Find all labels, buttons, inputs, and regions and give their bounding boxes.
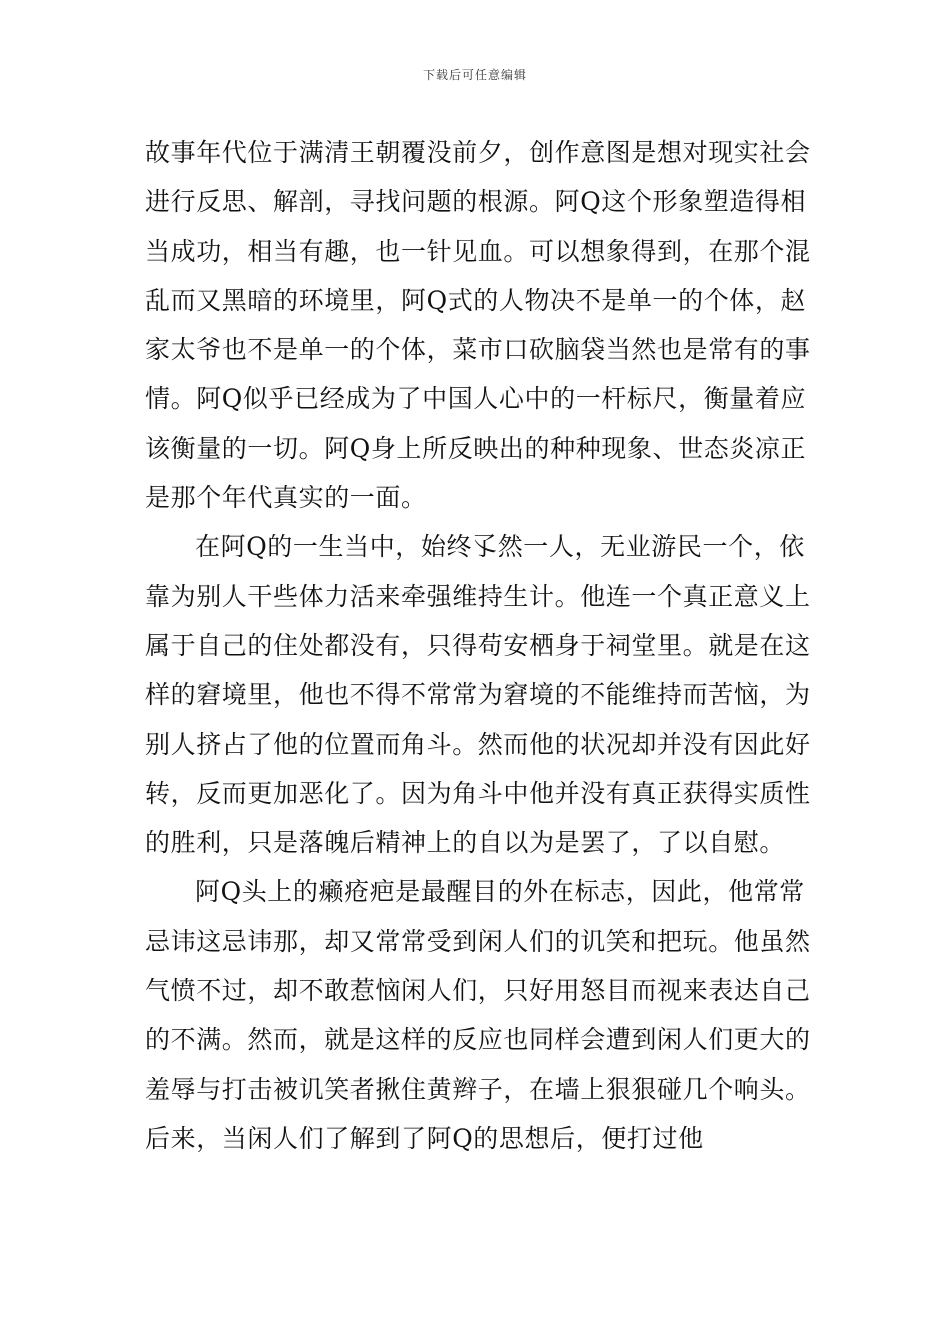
document-body [145, 128, 817, 1163]
page-header: 下载后可任意编辑 [422, 68, 527, 82]
paragraph-3: 阿Q头上的癞疮疤是最醒目的外在标志，因此，他常常忌讳这忌讳那，却又常常受到闲人们的讥笑和把玩。他虽然气愤不过，却不敢惹恼闲人们，只好用怒目而视来表达自己的不满。然而，就是这样的反应也同样会遭到闲人们更大的羞辱与打击被讥笑者揪住黄辫子，在墙上狠狠碰几个响头。后来，当闲人们了解到了阿Q的思想后，便打过他 [145, 877, 811, 1153]
paragraph-1: 故事年代位于满清王朝覆没前夕，创作意图是想对现实社会进行反思、解剖，寻找问题的根源。阿Q这个形象塑造得相当成功，相当有趣，也一针见血。可以想象得到，在那个混乱而又黑暗的环境里，阿Q式的人物决不是单一的个体，赵家太爷也不是单一的个体，菜市口砍脑袋当然也是常有的事情。阿Q似乎已经成为了中国人心中的一杆标尺，衡量着应该衡量的一切。阿Q身上所反映出的种种现象、世态炎凉正是那个年代真实的一面。 [145, 138, 811, 513]
paragraph-2: 在阿Q的一生当中，始终孓然一人，无业游民一个，依靠为别人干些体力活来牵强维持生计。他连一个真正意义上属于自己的住处都没有，只得苟安栖身于祠堂里。就是在这样的窘境里，他也不得不常常为窘境的不能维持而苦恼，为别人挤占了他的位置而角斗。然而他的状况却并没有因此好转，反而更加恶化了。因为角斗中他并没有真正获得实质性的胜利，只是落魄后精神上的自以为是罢了，了以自慰。 [145, 532, 811, 858]
